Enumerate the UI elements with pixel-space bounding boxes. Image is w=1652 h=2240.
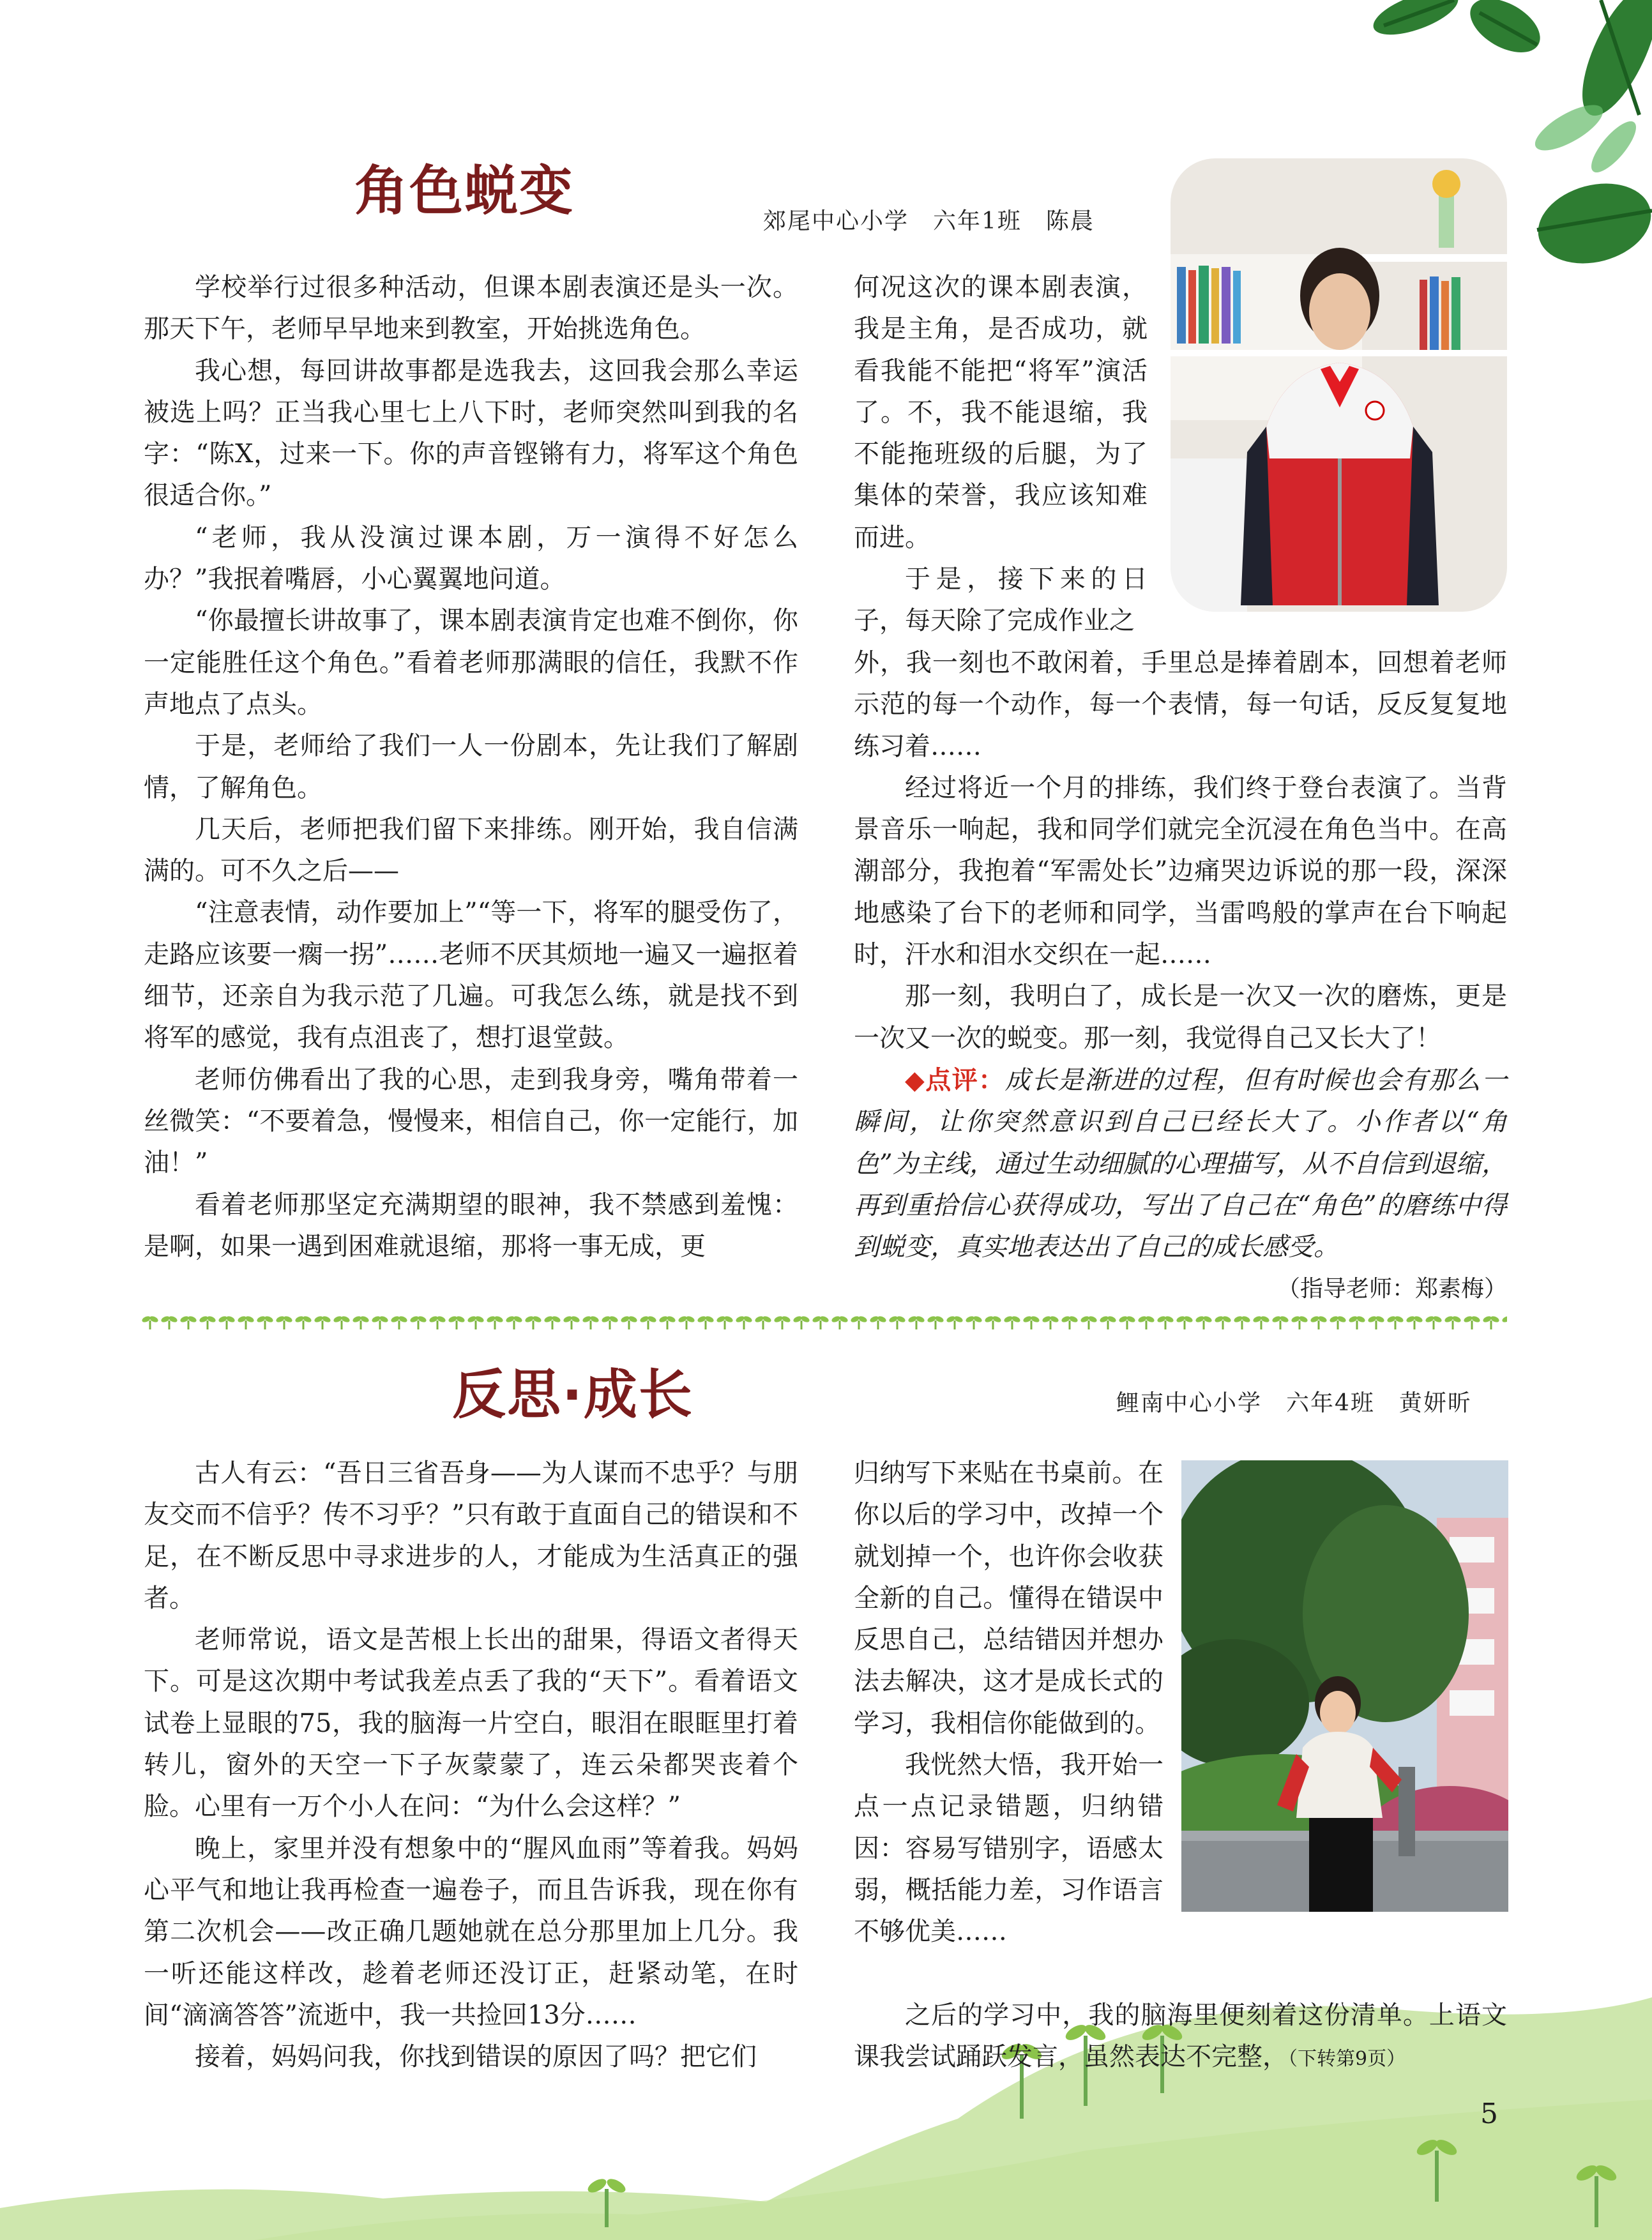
paragraph: 老师仿佛看出了我的心思，走到我身旁，嘴角带着一丝微笑：“不要着急，慢慢来，相信自己，你一定能行，加油！” — [144, 1064, 798, 1178]
paragraph: 经过将近一个月的排练，我们终于登台表演了。当背景音乐一响起，我和同学们就完全沉浸在角色当中。在高潮部分，我抱着“军需处长”边痛哭边诉说的那一段，深深地感染了台下的老师和同学，当雷鸣般的掌声在台下响起时，汗水和泪水交织在一起…… — [854, 773, 1507, 970]
comment-paragraph — [854, 1059, 1507, 1268]
article2-right-top-column — [854, 1453, 1163, 1953]
paragraph: 那一刻，我明白了，成长是一次又一次的磨炼，更是一次又一次的蜕变。那一刻，我觉得自己又长大了！ — [854, 981, 1507, 1053]
paragraph: 几天后，老师把我们留下来排练。刚开始，我自信满满的。可不久之后—— — [144, 814, 798, 886]
page-number: 5 — [1480, 2098, 1498, 2130]
paragraph — [854, 1995, 1507, 2080]
comment-label: ◆点评： — [905, 1064, 1005, 1095]
article1-author-photo — [1171, 158, 1507, 612]
paragraph: 何况这次的课本剧表演，我是主角，是否成功，就看我能不能把“将军”演活了。不，我不能退缩，我不能拖班级的后腿，为了集体的荣誉，我应该知难而进。 — [854, 273, 1148, 552]
paragraph: 我恍然大悟，我开始一点一点记录错题，归纳错因：容易写错别字，语感太弱，概括能力差，习作语言不够优美…… — [854, 1750, 1163, 1947]
paragraph: 外，我一刻也不敢闲着，手里总是捧着剧本，回想着老师示范的每一个动作，每一个表情，每一句话，反反复复地练习着…… — [854, 648, 1507, 761]
paragraph: 老师常说，语文是苦根上长出的甜果，得语文者得天下。可是这次期中考试我差点丢了我的“天下”。看着语文试卷上显眼的75，我的脑海一片空白，眼泪在眼眶里打着转儿，窗外的天空一下子灰蒙蒙了，连云朵都哭丧着个脸。心里有一万个小人在问：“为什么会这样？” — [144, 1625, 798, 1822]
comment-text: 成长是渐进的过程，但有时候也会有那么一瞬间，让你突然意识到自己已经长大了。小作者以“角色”为主线，通过生动细腻的心理描写，从不自信到退缩，再到重拾信心获得成功，写出了自己在“角色”的磨练中得到蜕变，真实地表达出了自己的成长感受。 — [854, 1065, 1507, 1262]
turn-note: （下转第9页） — [1288, 2048, 1406, 2071]
paragraph: “你最擅长讲故事了，课本剧表演肯定也难不倒你，你一定能胜任这个角色。”看着老师那满眼的信任，我默不作声地点了点头。 — [144, 606, 798, 719]
paragraph: 归纳写下来贴在书桌前。在你以后的学习中，改掉一个就划掉一个，也许你会收获全新的自己。懂得在错误中反思自己，总结错因并想办法去解决，这才是成长式的学习，我相信你能做到的。 — [854, 1458, 1163, 1738]
paragraph: 我心想，每回讲故事都是选我去，这回我会那么幸运被选上吗？正当我心里七上八下时，老师突然叫到我的名字：“陈X，过来一下。你的声音铿锵有力，将军这个角色很适合你。” — [144, 356, 798, 511]
paragraph: 于是，接下来的日子，每天除了完成作业之 — [854, 564, 1148, 636]
article1-left-column — [144, 267, 798, 1268]
paragraph: 古人有云：“吾日三省吾身——为人谋而不忠乎？与朋友交而不信乎？传不习乎？”只有敢于直面自己的错误和不足，在不断反思中寻求进步的人，才能成为生活真正的强者。 — [144, 1458, 798, 1613]
article2-byline: 鲤南中心小学 六年4班 黄妍昕 — [1116, 1390, 1472, 1416]
paragraph-text: 之后的学习中，我的脑海里便刻着这份清单。上语文课我尝试踊跃发言，虽然表达不完整， — [854, 2001, 1507, 2072]
paragraph: 接着，妈妈问我，你找到错误的原因了吗？把它们 — [195, 2042, 757, 2072]
article1-byline: 郊尾中心小学 六年1班 陈晨 — [763, 208, 1095, 234]
article1-title: 角色蜕变 — [354, 160, 575, 222]
guide-teacher: （指导老师：郑素梅） — [1277, 1276, 1507, 1303]
article1-right-bottom-column — [854, 642, 1507, 1310]
paragraph: “注意表情，动作要加上”“等一下，将军的腿受伤了，走路应该要一瘸一拐”……老师不厌其烦地一遍又一遍抠着细节，还亲自为我示范了几遍。可我怎么练，就是找不到将军的感觉，我有点沮丧了，想打退堂鼓。 — [144, 898, 798, 1053]
article2-right-bottom-column — [854, 1995, 1507, 2080]
sprout-divider-icon — [140, 1312, 1507, 1331]
article1-right-top-column — [854, 267, 1148, 642]
paragraph: 于是，老师给了我们一人一份剧本，先让我们了解剧情，了解角色。 — [144, 731, 798, 803]
article2-title: 反思·成长 — [452, 1363, 693, 1426]
paragraph: 看着老师那坚定充满期望的眼神，我不禁感到羞愧：是啊，如果一遇到困难就退缩，那将一事无成，更 — [144, 1190, 798, 1261]
paragraph: 学校举行过很多种活动，但课本剧表演还是头一次。那天下午，老师早早地来到教室，开始挑选角色。 — [144, 273, 798, 344]
paragraph: “老师，我从没演过课本剧，万一演得不好怎么办？”我抿着嘴唇，小心翼翼地问道。 — [144, 522, 798, 594]
article2-author-photo — [1181, 1460, 1508, 1912]
paragraph: 晚上，家里并没有想象中的“腥风血雨”等着我。妈妈心平气和地让我再检查一遍卷子，而且告诉我，现在你有第二次机会——改正确几题她就在总分那里加上几分。我一听还能这样改，趁着老师还没订正，赶紧动笔，在时间“滴滴答答”流逝中，我一共捡回13分…… — [144, 1833, 798, 2030]
